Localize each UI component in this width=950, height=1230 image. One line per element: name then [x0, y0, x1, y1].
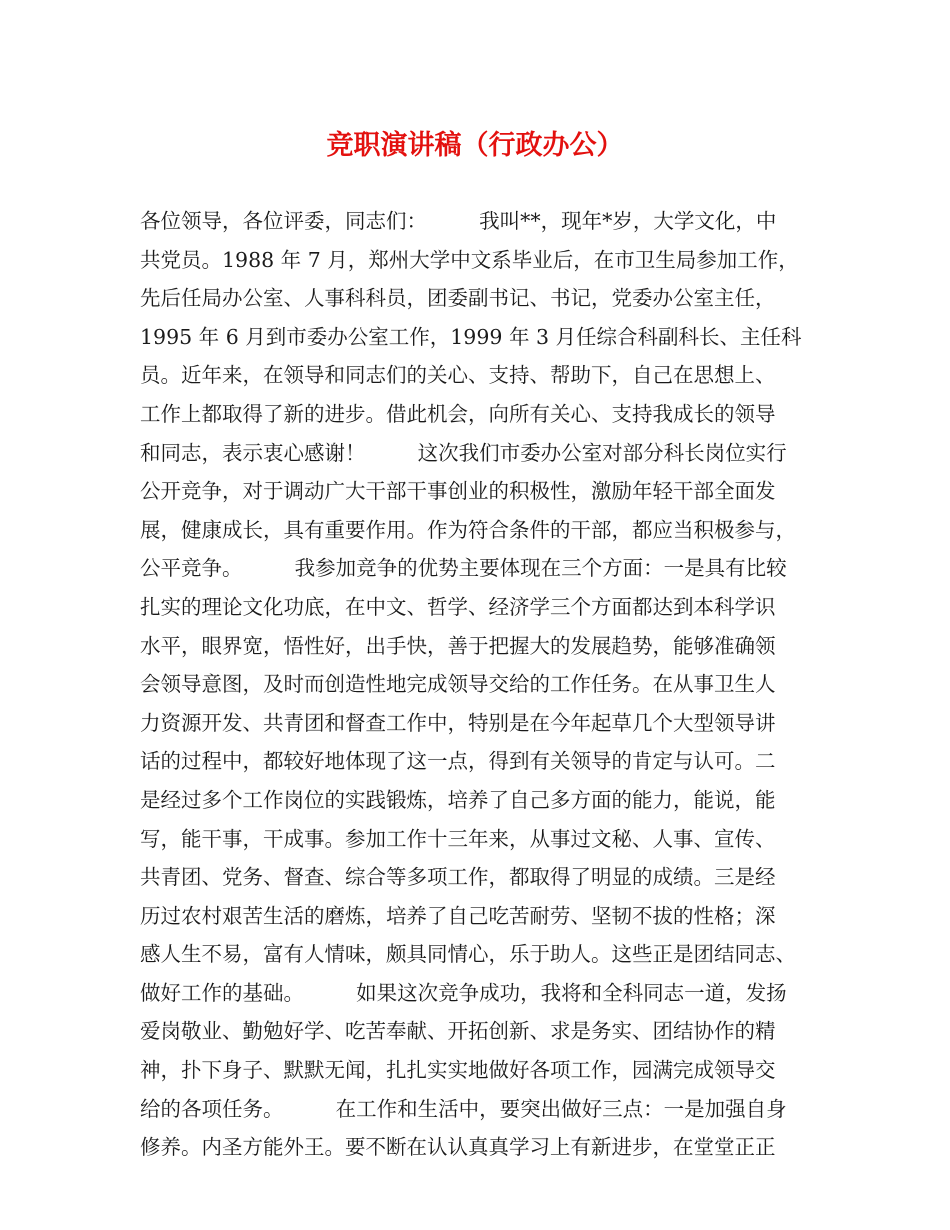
body-line: 共青团、党务、督查、综合等多项工作，都取得了明显的成绩。三是经: [140, 865, 776, 890]
body-line: 给的各项任务。 在工作和生活中，要突出做好三点：一是加强自身: [140, 1096, 787, 1121]
body-line: 工作上都取得了新的进步。借此机会，向所有关心、支持我成长的领导: [140, 401, 776, 426]
body-line: 会领导意图，及时而创造性地完成领导交给的工作任务。在从事卫生人: [140, 672, 776, 697]
body-line: 写，能干事，干成事。参加工作十三年来，从事过文秘、人事、宣传、: [140, 826, 776, 851]
body-line: 和同志，表示衷心感谢！ 这次我们市委办公室对部分科长岗位实行: [140, 440, 787, 465]
body-line: 员。近年来，在领导和同志们的关心、支持、帮助下，自己在思想上、: [140, 363, 776, 388]
body-line: 公开竞争，对于调动广大干部干事创业的积极性，激励年轻干部全面发: [140, 479, 776, 504]
document-body: [140, 202, 820, 1167]
body-line: 神，扑下身子、默默无闻，扎扎实实地做好各项工作，园满完成领导交: [140, 1058, 776, 1083]
body-line: 先后任局办公室、人事科科员，团委副书记、书记，党委办公室主任，: [140, 286, 776, 311]
body-line: 1995 年 6 月到市委办公室工作，1999 年 3 月任综合科副科长、主任科: [140, 324, 802, 349]
body-line: 公平竞争。 我参加竞争的优势主要体现在三个方面：一是具有比较: [140, 556, 787, 581]
body-line: 修养。内圣方能外王。要不断在认认真真学习上有新进步，在堂堂正正: [140, 1135, 776, 1160]
body-line: 爱岗敬业、勤勉好学、吃苦奉献、开拓创新、求是务实、团结协作的精: [140, 1019, 776, 1044]
body-line: 话的过程中，都较好地体现了这一点，得到有关领导的肯定与认可。二: [140, 749, 776, 774]
document-title: 竞职演讲稿（行政办公）: [326, 130, 624, 161]
body-line: 展，健康成长，具有重要作用。作为符合条件的干部，都应当积极参与，: [140, 517, 796, 542]
body-line: 做好工作的基础。 如果这次竞争成功，我将和全科同志一道，发扬: [140, 980, 787, 1005]
body-line: 扎实的理论文化功底，在中文、哲学、经济学三个方面都达到本科学识: [140, 594, 776, 619]
body-line: 水平，眼界宽，悟性好，出手快，善于把握大的发展趋势，能够准确领: [140, 633, 776, 658]
body-line: 是经过多个工作岗位的实践锻炼，培养了自己多方面的能力，能说，能: [140, 787, 776, 812]
body-line: 感人生不易，富有人情味，颇具同情心，乐于助人。这些正是团结同志、: [140, 942, 796, 967]
body-line: 各位领导，各位评委，同志们： 我叫**，现年*岁，大学文化，中: [140, 209, 777, 233]
body-line: 共党员。1988 年 7 月，郑州大学中文系毕业后，在市卫生局参加工作，: [140, 247, 799, 272]
body-line: 历过农村艰苦生活的磨炼，培养了自己吃苦耐劳、坚韧不拔的性格；深: [140, 903, 776, 928]
body-line: 力资源开发、共青团和督查工作中，特别是在今年起草几个大型领导讲: [140, 710, 776, 735]
